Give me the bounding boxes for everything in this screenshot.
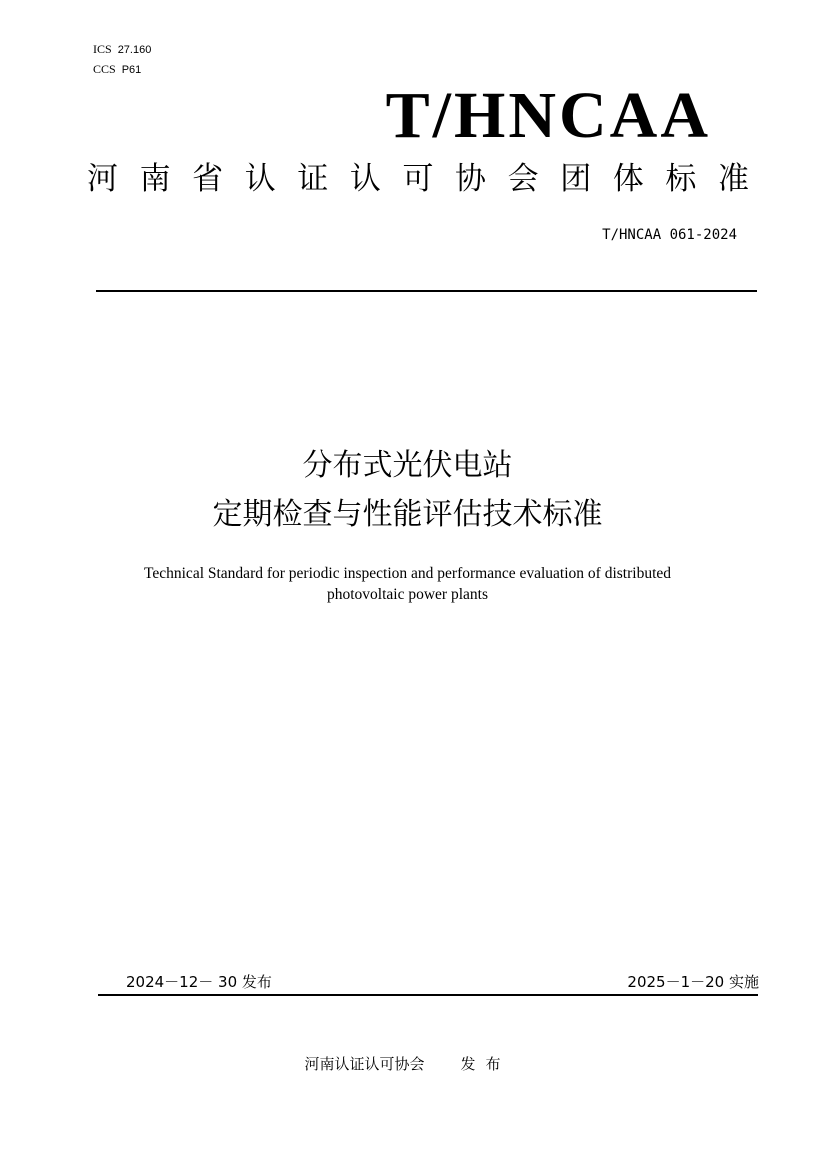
standard-number: T/HNCAA 061-2024 bbox=[602, 227, 737, 243]
classification-block bbox=[93, 40, 151, 80]
organization-name-char: 南 bbox=[139, 161, 171, 197]
ccs-line bbox=[93, 60, 151, 80]
organization-code: T/HNCAA bbox=[385, 79, 711, 152]
organization-name-char: 团 bbox=[560, 161, 592, 197]
organization-name-char: 河 bbox=[87, 161, 118, 197]
organization-name-char: 体 bbox=[612, 161, 644, 197]
ics-code: 27.160 bbox=[117, 44, 152, 56]
ics-line bbox=[93, 40, 151, 60]
bottom-divider bbox=[98, 994, 758, 996]
title-cn-line1: 分布式光伏电站 bbox=[302, 448, 513, 483]
title-en-line2: photovoltaic power plants bbox=[327, 586, 488, 603]
organization-name-char: 准 bbox=[717, 161, 749, 197]
organization-name-char: 协 bbox=[455, 161, 487, 197]
organization-name-char: 省 bbox=[192, 161, 224, 197]
title-en bbox=[0, 563, 815, 605]
title-cn-line2: 定期检查与性能评估技术标准 bbox=[212, 497, 603, 532]
issue-date: 2024－12－ 30 发布 bbox=[126, 973, 272, 991]
publisher-line bbox=[0, 1054, 815, 1074]
implementation-date: 2025－1－20 实施 bbox=[627, 973, 759, 991]
publisher-name: 河南认证认可协会 bbox=[304, 1055, 425, 1073]
organization-name-char: 会 bbox=[507, 161, 539, 197]
ccs-code: P61 bbox=[121, 64, 142, 76]
organization-name-char: 认 bbox=[244, 161, 276, 197]
top-divider bbox=[96, 290, 757, 292]
publish-label: 发布 bbox=[460, 1055, 511, 1073]
title-en-line1: Technical Standard for periodic inspection and performance evaluation of distributed bbox=[143, 565, 671, 582]
organization-name bbox=[87, 157, 749, 201]
ccs-label: CCS bbox=[93, 62, 116, 76]
organization-name-char: 证 bbox=[297, 161, 329, 197]
organization-name-char: 标 bbox=[665, 161, 697, 197]
organization-name-char: 认 bbox=[349, 161, 381, 197]
organization-name-char: 可 bbox=[402, 161, 434, 197]
ics-label: ICS bbox=[93, 42, 112, 56]
